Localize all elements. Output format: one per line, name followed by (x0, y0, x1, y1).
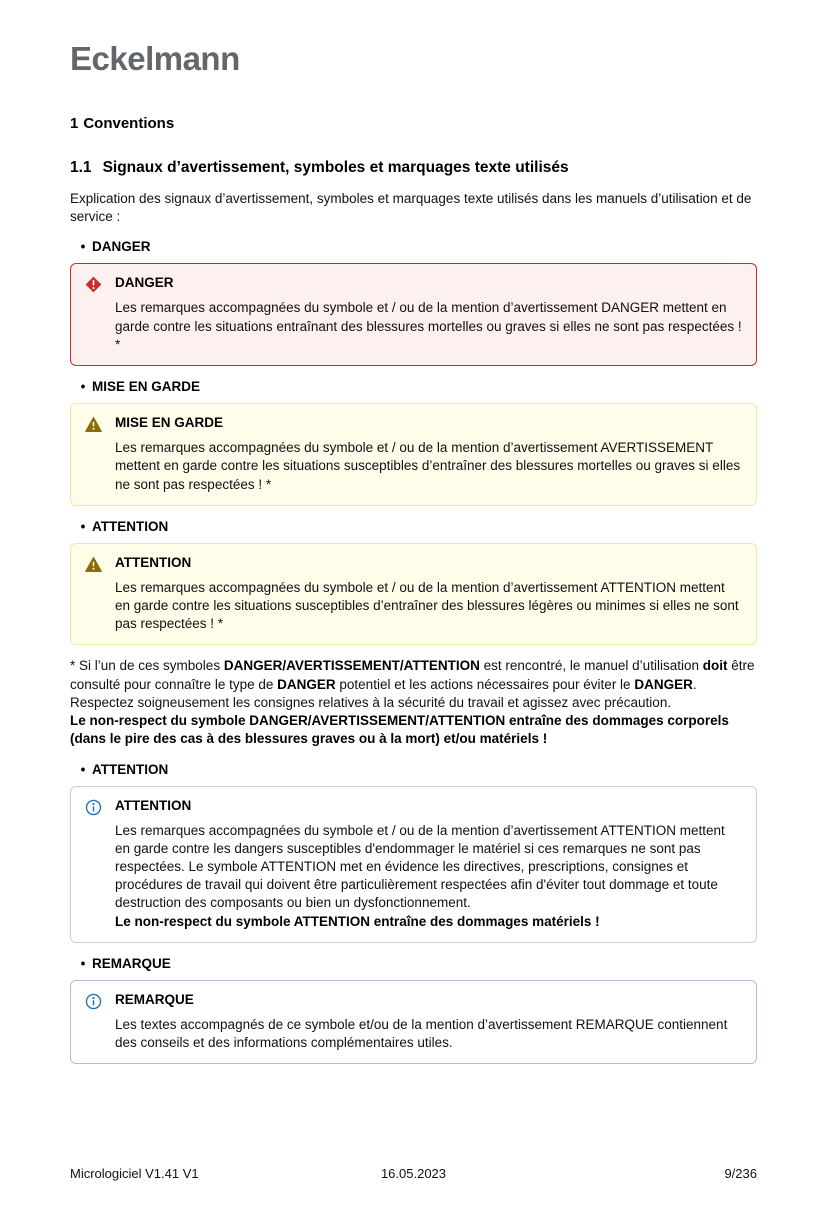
bullet-danger (70, 239, 757, 254)
section-heading (70, 159, 757, 177)
footer-version: Micrologiciel V1.41 V1 (70, 1166, 199, 1181)
attention-warning-box-body: Les remarques accompagnées du symbole et / ou de la mention d’avertissement ATTENTION mettent en garde contre les situations susceptibles d’entraîner des blessures légères ou minimes si elles ne sont pas respectées ! * (115, 579, 739, 632)
bullet-attention-info (70, 762, 757, 777)
bullet-label: ATTENTION (92, 518, 169, 534)
chapter-title: Conventions (83, 115, 175, 132)
bullet-dot: • (80, 239, 86, 255)
attention-info-box (70, 786, 757, 943)
bullet-dot: • (80, 955, 86, 971)
bullet-attention-warning (70, 519, 757, 534)
bullet-mise-en-garde (70, 379, 757, 394)
page-footer (70, 1166, 757, 1181)
danger-diamond-icon (71, 275, 115, 354)
mise-en-garde-box-title: MISE EN GARDE (115, 415, 224, 431)
symbols-note-paragraph: * Si l’un de ces symboles DANGER/AVERTISSEMENT/ATTENTION est rencontré, le manuel d’utilisation doit être consulté pour connaître le type de DANGER potentiel et les actions nécessaires pour éviter le DANGER. Respectez soigneusement les consignes relatives à la sécurité du travail et agissez avec précaution. Le non-respect du symbole DANGER/AVERTISSEMENT/ATTENTION entraîne des dommages corporels (dans le pire des cas à des blessures graves ou à la mort) et/ou matériels ! (70, 658, 755, 747)
bullet-label: MISE EN GARDE (92, 379, 201, 395)
remarque-box-body: Les textes accompagnés de ce symbole et/ou de la mention d’avertissement REMARQUE contiennent des conseils et des informations complémentaires utiles. (115, 1016, 728, 1051)
intro-paragraph: Explication des signaux d’avertissement, symboles et marquages texte utilisés dans les manuels d’utilisation et de service : (70, 191, 752, 225)
attention-warning-box (70, 543, 757, 646)
footer-date: 16.05.2023 (380, 1166, 447, 1181)
info-circle-icon (71, 992, 115, 1052)
footer-page-number: 9/236 (724, 1166, 757, 1181)
bullet-label: REMARQUE (92, 955, 171, 971)
bullet-label: ATTENTION (92, 761, 169, 777)
attention-info-box-title: ATTENTION (115, 797, 192, 813)
danger-box-title: DANGER (115, 275, 174, 291)
attention-warning-box-title: ATTENTION (115, 554, 192, 570)
bullet-label: DANGER (92, 239, 151, 255)
bullet-dot: • (80, 379, 86, 395)
chapter-number: 1 (70, 115, 79, 132)
danger-box-body: Les remarques accompagnées du symbole et / ou de la mention d’avertissement DANGER mettent en garde contre les situations entraînant des blessures mortelles ou graves si elles ne sont pas respectées ! * (115, 300, 742, 352)
section-title: Signaux d’avertissement, symboles et marquages texte utilisés (102, 159, 569, 176)
eckelmann-logo: Eckelmann (70, 40, 240, 77)
remarque-box-title: REMARQUE (115, 991, 194, 1007)
warning-triangle-icon (71, 555, 115, 634)
attention-info-box-body: Les remarques accompagnées du symbole et / ou de la mention d’avertissement ATTENTION mettent en garde contre les dangers susceptibles d'endommager le matériel si ces remarques ne sont pas respectées. Le symbole ATTENTION met en évidence les directives, prescriptions, consignes et procédures de travail qui doivent être particulièrement respectées afin d'éviter tout dommage et toute destruction des composants ou bien un dysfonctionnement. Le non-respect du symbole ATTENTION entraîne des dommages matériels ! (115, 822, 725, 929)
bullet-dot: • (80, 518, 86, 534)
mise-en-garde-box-body: Les remarques accompagnées du symbole et / ou de la mention d’avertissement AVERTISSEMENT mettent en garde contre les situations susceptibles d’entraîner des blessures mortelles ou graves si elles ne sont pas respectées ! * (115, 440, 741, 492)
danger-box (70, 263, 757, 366)
mise-en-garde-box (70, 403, 757, 506)
section-number: 1.1 (70, 159, 92, 176)
bullet-dot: • (80, 761, 86, 777)
manual-page (0, 40, 827, 1064)
chapter-heading (70, 115, 757, 132)
info-circle-icon (71, 798, 115, 931)
bullet-remarque (70, 956, 757, 971)
remarque-box (70, 980, 757, 1064)
warning-triangle-icon (71, 415, 115, 494)
